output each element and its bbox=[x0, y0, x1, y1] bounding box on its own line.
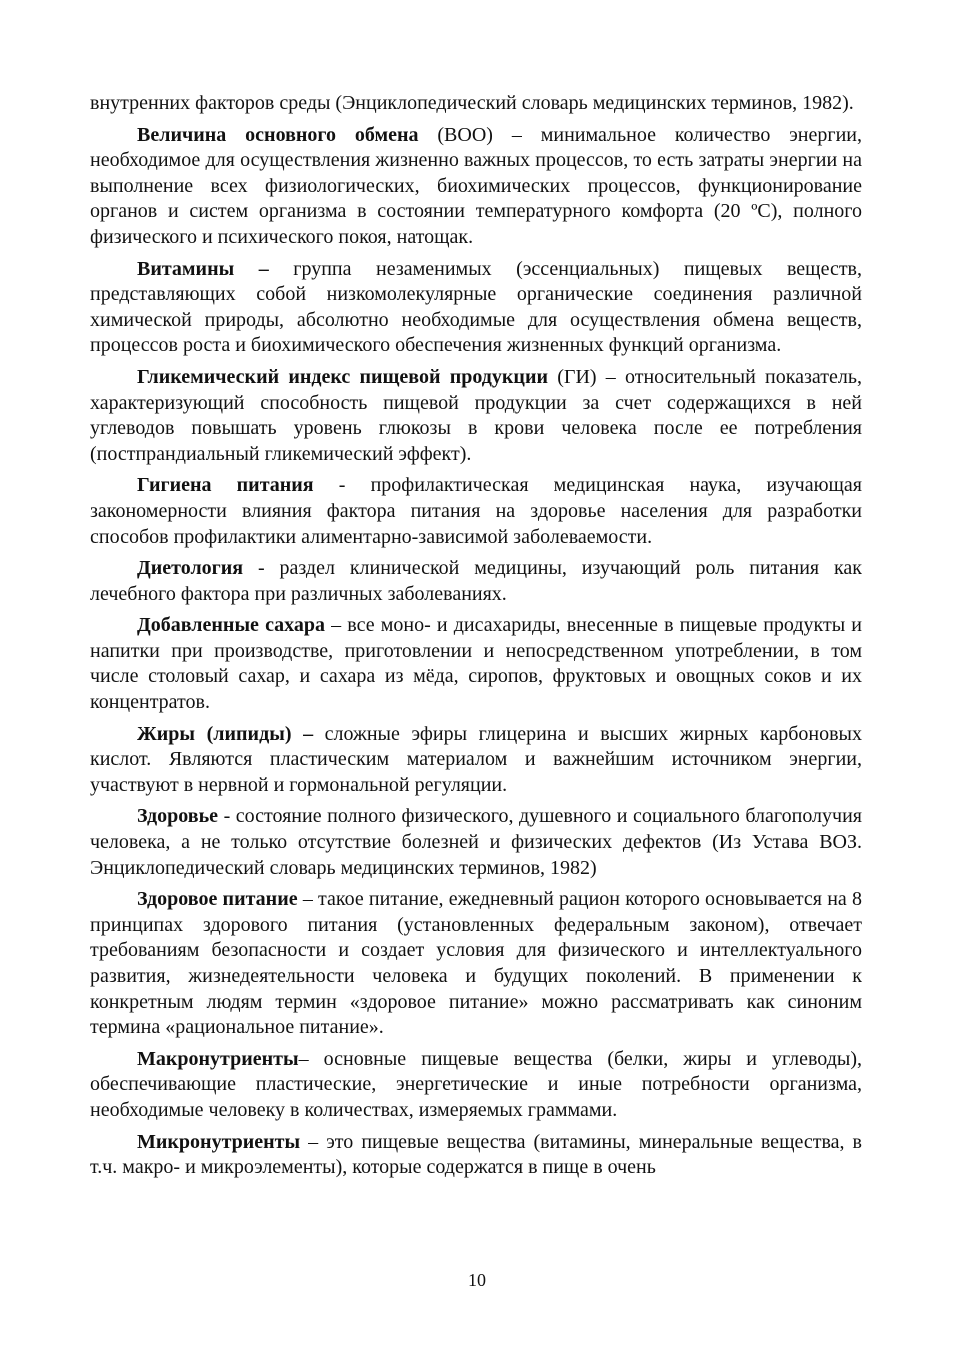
term: Здоровье bbox=[137, 805, 219, 828]
definition-healthy-nutrition bbox=[90, 887, 862, 1041]
definition-text: - профилактическая медицинская наука, изучающая закономерности влияния фактора питания на здоровье населения для разработки способов профилактики алиментарно-зависимой заболеваемости. bbox=[90, 474, 862, 548]
term: Микронутриенты bbox=[137, 1130, 301, 1153]
page-content bbox=[90, 91, 862, 1187]
term: Гликемический индекс пищевой продукции bbox=[137, 365, 548, 388]
definition-nutrition-hygiene bbox=[90, 473, 862, 550]
page-number: 10 bbox=[468, 1270, 486, 1290]
definition-text: - раздел клинической медицины, изучающий роль питания как лечебного фактора при различных заболеваниях. bbox=[90, 557, 862, 605]
definition-vitamins bbox=[90, 257, 862, 359]
term: Макронутриенты bbox=[137, 1047, 299, 1070]
definition-text: (ГИ) – относительный показатель, характеризующий способность пищевой продукции за счет содержащихся в ней углеводов повышать уровень глюкозы в крови человека после ее потребления (постпрандиальный гликемический эффект). bbox=[90, 365, 862, 465]
definition-text: – такое питание, ежедневный рацион которого основывается на 8 принципах здорового питания (установленных федеральным законом), отвечает требованиям безопасности и создает условия для физического и интеллектуального развития, жизнедеятельности человека и будущих поколений. В применении к конкретным людям термин «здоровое питание» можно рассматривать как синоним термина «рациональное питание». bbox=[90, 888, 862, 1039]
definition-text: - состояние полного физического, душевного и социального благополучия человека, а не только отсутствие болезней и физических дефектов (Из Устава ВОЗ. Энциклопедический словарь медицинских терминов, 1982) bbox=[90, 805, 862, 879]
definition-text: – основные пищевые вещества (белки, жиры и углеводы), обеспечивающие пластические, энергетические и иные потребности организма, необходимые человеку в количествах, измеряемых граммами. bbox=[90, 1047, 862, 1121]
definition-text: группа незаменимых (эссенциальных) пищевых веществ, представляющих собой низкомолекулярные органические соединения различной химической природы, абсолютно необходимые для осуществления обмена веществ, процессов роста и биохимического обеспечения жизненных функций организма. bbox=[90, 257, 862, 357]
definition-added-sugars bbox=[90, 613, 862, 715]
paragraph-continuation bbox=[90, 91, 862, 117]
term: Витамины – bbox=[137, 257, 269, 280]
definition-fats bbox=[90, 722, 862, 799]
definition-text: – это пищевые вещества (витамины, минеральные вещества, в т.ч. макро- и микроэлементы), которые содержатся в пище в очень bbox=[90, 1130, 862, 1179]
term: Здоровое питание bbox=[137, 888, 298, 911]
term: Величина основного обмена bbox=[137, 123, 419, 146]
definition-text: (ВОО) – минимальное количество энергии, необходимое для осуществления жизненно важных процессов, то есть затраты энергии на выполнение всех физиологических, биохимических процессов, функционирование органов и систем организма в состоянии температурного комфорта (20 ºС), полного физического и психического покоя, натощак. bbox=[90, 123, 862, 248]
definition-bazal-metabolism bbox=[90, 123, 862, 251]
definition-text: сложные эфиры глицерина и высших жирных карбоновых кислот. Являются пластическим материалом и важнейшим источником энергии, участвуют в нервной и гормональной регуляции. bbox=[90, 722, 862, 796]
definition-health bbox=[90, 804, 862, 881]
definition-macronutrients bbox=[90, 1047, 862, 1124]
definition-micronutrients bbox=[90, 1130, 862, 1181]
definition-text: внутренних факторов среды (Энциклопедический словарь медицинских терминов, 1982). bbox=[90, 92, 854, 114]
term: Добавленные сахара bbox=[137, 614, 326, 637]
term: Жиры (липиды) – bbox=[137, 722, 314, 745]
definition-text: – все моно- и дисахариды, внесенные в пищевые продукты и напитки при производстве, приготовлении и непосредственном употреблении, в том числе столовый сахар, и сахара из мёда, сиропов, фруктовых и овощных соков и их концентратов. bbox=[90, 614, 862, 714]
term: Гигиена питания bbox=[137, 474, 314, 497]
definition-glycemic-index bbox=[90, 365, 862, 467]
definition-dietology bbox=[90, 556, 862, 607]
term: Диетология bbox=[137, 557, 244, 580]
